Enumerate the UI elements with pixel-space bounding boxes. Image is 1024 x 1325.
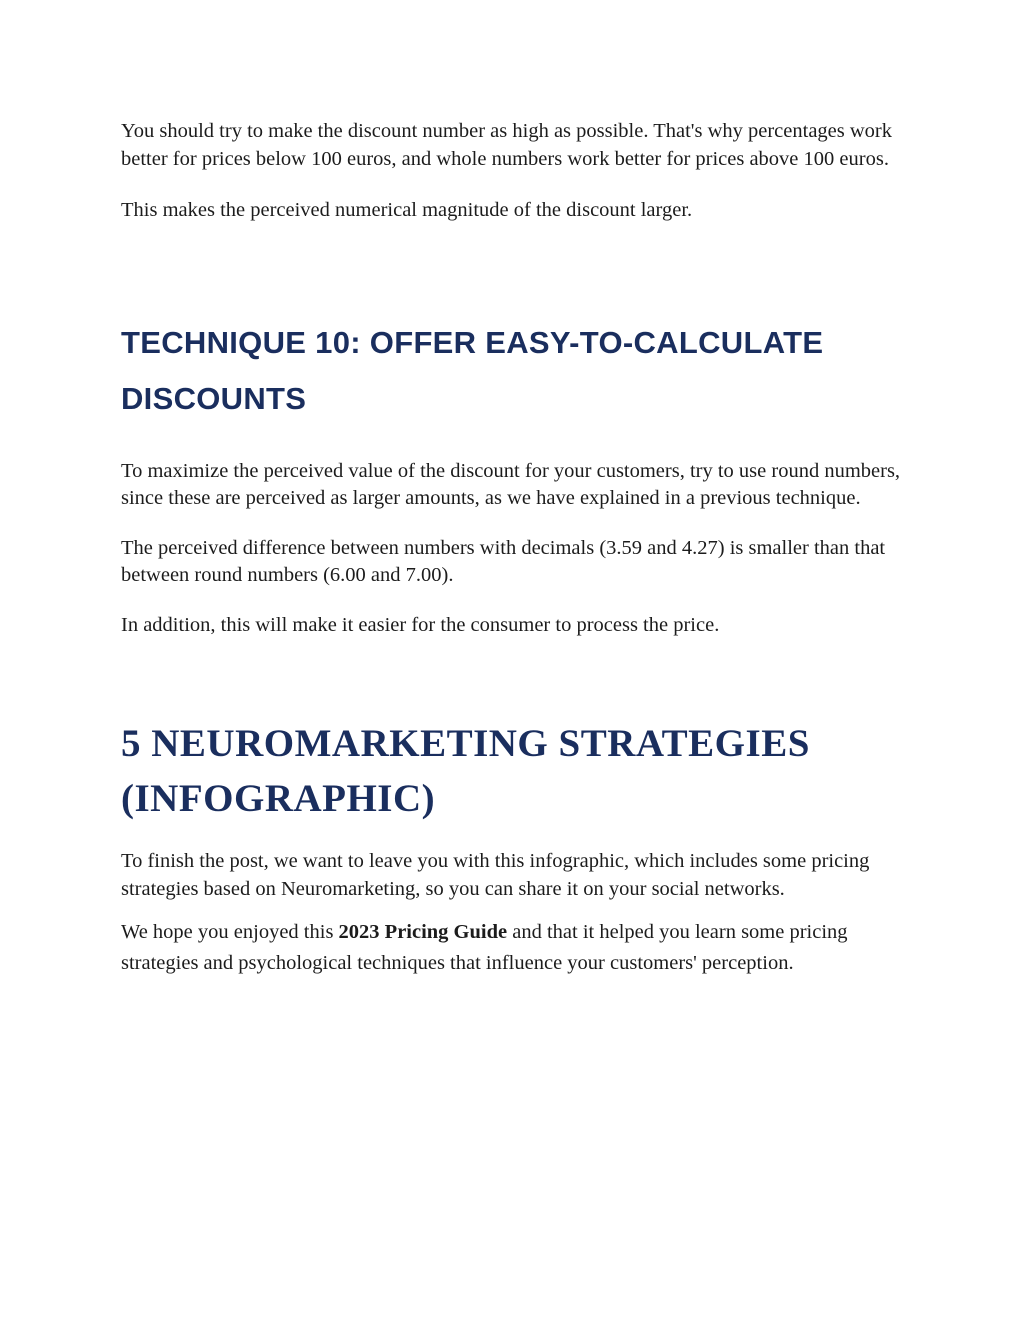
strategies-heading: 5 NEUROMARKETING STRATEGIES (INFOGRAPHIC) xyxy=(121,722,810,820)
paragraph-text-after: and that it helped you learn some pricing strategies and psychological techniques that influence your customers' perception. xyxy=(121,921,848,974)
strategies-paragraph-1: To finish the post, we want to leave you with this infographic, which includes some pricing strategies based on Neuromarketing, so you can share it on your social networks. xyxy=(121,850,870,900)
technique-10-paragraph-2: The perceived difference between numbers with decimals (3.59 and 4.27) is smaller than that between round numbers (6.00 and 7.00). xyxy=(121,536,886,586)
intro-paragraph-2: This makes the perceived numerical magnitude of the discount larger. xyxy=(121,199,693,221)
paragraph-text-before: We hope you enjoyed this xyxy=(121,921,339,943)
strategies-paragraph-2 xyxy=(121,917,911,979)
technique-10-heading: TECHNIQUE 10: OFFER EASY-TO-CALCULATE DISCOUNTS xyxy=(121,324,824,416)
technique-10-paragraph-1: To maximize the perceived value of the discount for your customers, try to use round numbers, since these are perceived as larger amounts, as we have explained in a previous technique. xyxy=(121,459,901,509)
intro-paragraph-1: You should try to make the discount number as high as possible. That's why percentages work better for prices below 100 euros, and whole numbers work better for prices above 100 euros. xyxy=(121,120,893,170)
pricing-guide-bold: 2023 Pricing Guide xyxy=(338,921,508,943)
document-page xyxy=(121,118,911,979)
technique-10-paragraph-3: In addition, this will make it easier for the consumer to process the price. xyxy=(121,613,720,636)
